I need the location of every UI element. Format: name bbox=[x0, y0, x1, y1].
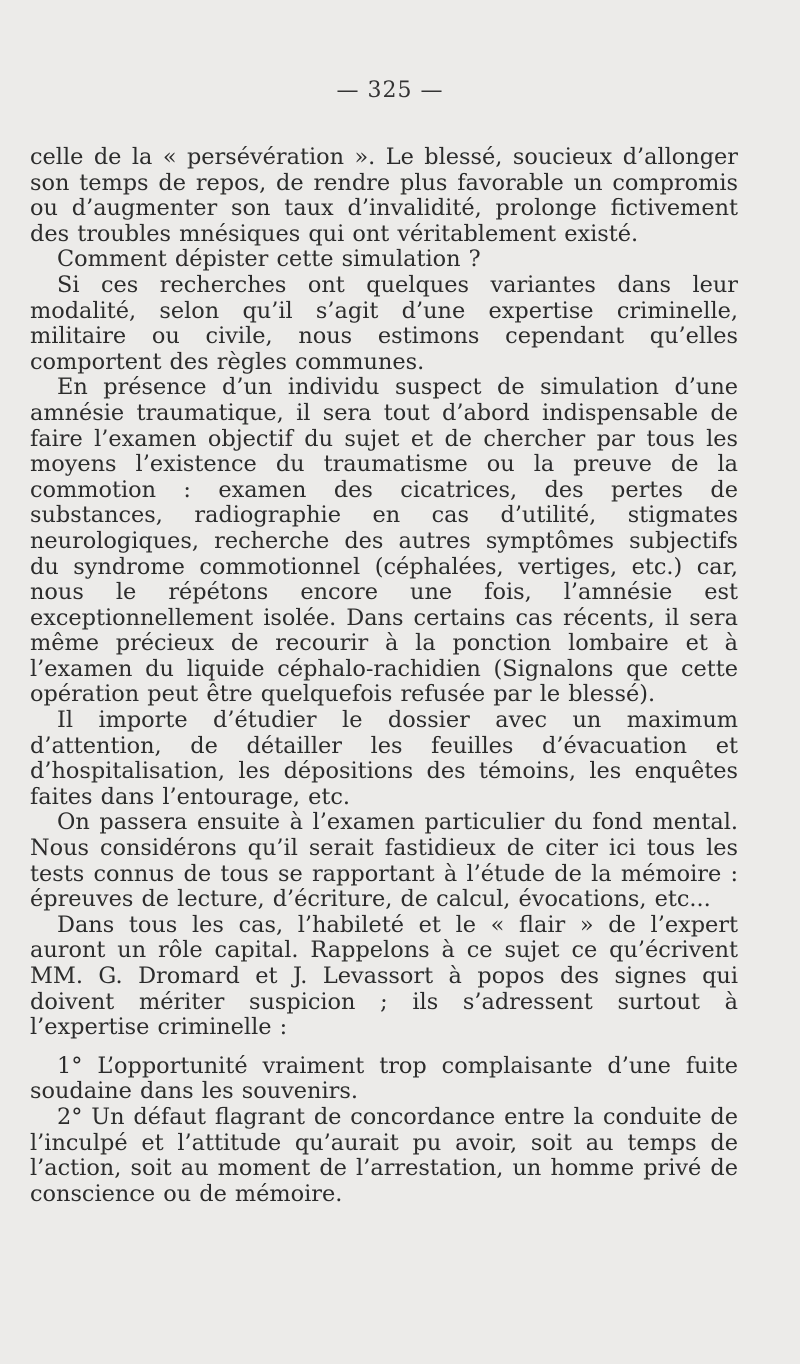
list-item-2: 2° Un défaut flagrant de concordance entre la conduite de l’inculpé et l’attitude qu’aurait pu avoir, soit au temps de l’action, soit au moment de l’arrestation, un homme privé de conscience ou de mémoire. bbox=[30, 1103, 738, 1207]
paragraph-mental-exam: On passera ensuite à l’examen particulier du fond mental. Nous considérons qu’il serait fastidieux de citer ici tous les tests connus de tous se rapportant à l’étude de la mémoire : épreuves de lecture, d’écriture, de calcul, évocations, etc... bbox=[30, 809, 738, 913]
paragraph-continuation: celle de la « persévération ». Le blessé, soucieux d’allonger son temps de repos, de rendre plus favorable un compromis ou d’augmenter son taux d’invalidité, prolonge fictivement des troubles mnésiques qui ont véritablement existé. bbox=[30, 144, 738, 247]
paragraph-dossier: Il importe d’étudier le dossier avec un maximum d’attention, de détailler les feuilles d’évacuation et d’hospitalisation, les dépositions des témoins, les enquêtes faites dans l’entourage, etc. bbox=[30, 707, 738, 810]
paragraph-question: Comment dépister cette simulation ? bbox=[57, 246, 481, 273]
paragraph-expert-flair: Dans tous les cas, l’habileté et le « flair » de l’expert auront un rôle capital. Rappelons à ce sujet ce qu’écrivent MM. G. Dromard et J. Levassort à popos des signes qui doivent mériter suspicion ; ils s’adressent surtout à l’expertise criminelle : bbox=[30, 911, 738, 1041]
paragraph-common-rules: Si ces recherches ont quelques variantes dans leur modalité, selon qu’il s’agit d’une expertise criminelle, militaire ou civile, nous estimons cependant qu’elles comportent des règles communes. bbox=[30, 271, 738, 375]
list-item-1: 1° L’opportunité vraiment trop complaisante d’une fuite soudaine dans les souvenirs. bbox=[30, 1052, 738, 1105]
page-number: — 325 — bbox=[336, 78, 444, 103]
paragraph-objective-exam: En présence d’un individu suspect de simulation d’une amnésie traumatique, il sera tout d’abord indispensable de faire l’examen objectif du sujet et de chercher par tous les moyens l’existence du traumatisme ou la preuve de la commotion : examen des cicatrices, des pertes de substances, radiographie en cas d’utilité, stigmates neurologiques, recherche des autres symptômes subjectifs du syndrome commotionnel (céphalées, vertiges, etc.) car, nous le répétons encore une fois, l’amnésie est exceptionnellement isolée. Dans certains cas récents, il sera même précieux de recourir à la ponction lombaire et à l’examen du liquide céphalo-rachidien (Signalons que cette opération peut être quelquefois refusée par le blessé). bbox=[30, 374, 738, 708]
body-text bbox=[30, 145, 738, 1207]
